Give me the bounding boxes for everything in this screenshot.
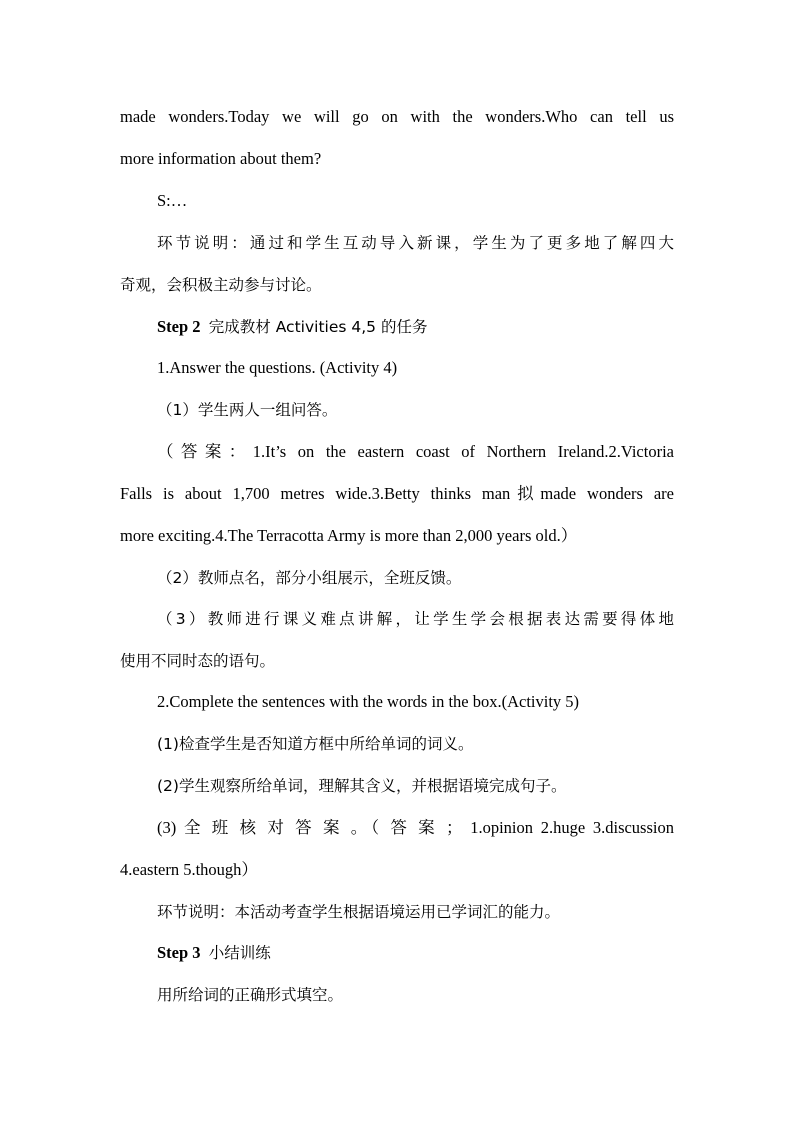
paragraph-line: more information about them? [120,149,322,168]
list-item: 使用不同时态的语句。 [120,652,276,670]
answer-line: Falls is about 1,700 metres wide.3.Betty thinks man拟made wonders are [120,484,674,503]
section-note: 环节说明：本活动考查学生根据语境运用已学词汇的能力。 [157,903,561,921]
step-label: Step 2 [157,317,201,336]
activity-heading: 1.Answer the questions. (Activity 4) [157,358,398,377]
student-response: S:… [157,191,188,210]
step-heading [157,315,674,339]
list-item: （1）学生两人一组问答。 [157,401,338,419]
paragraph-line: made wonders.Today we will go on with the wonders.Who can tell us [120,107,674,126]
section-note: 环节说明：通过和学生互动导入新课，学生为了更多地了解四大 [157,234,674,252]
step-title: 小结训练 [208,944,271,962]
list-item: （3）教师进行课义难点讲解，让学生学会根据表达需要得体地 [157,610,674,628]
section-note: 奇观，会积极主动参与讨论。 [120,276,322,294]
answer-line: (3) 全 班 核 对 答 案 。（ 答 案 ； 1.opinion 2.huge 3.discussion [157,818,674,837]
answer-line: 4.eastern 5.though） [120,860,258,879]
list-item: (1)检查学生是否知道方框中所给单词的词义。 [157,735,474,753]
activity-heading: 2.Complete the sentences with the words in the box.(Activity 5) [157,692,580,711]
list-item: (2)学生观察所给单词，理解其含义，并根据语境完成句子。 [157,777,567,795]
answer-line: （答案：1.It’s on the eastern coast of Northern Ireland.2.Victoria [157,442,674,461]
step-title: 完成教材 Activities 4,5 的任务 [208,318,428,336]
step-label: Step 3 [157,943,201,962]
answer-line: more exciting.4.The Terracotta Army is more than 2,000 years old.） [120,526,578,545]
list-item: （2）教师点名，部分小组展示，全班反馈。 [157,569,462,587]
paragraph-line: 用所给词的正确形式填空。 [157,986,344,1004]
step-heading [157,941,674,965]
